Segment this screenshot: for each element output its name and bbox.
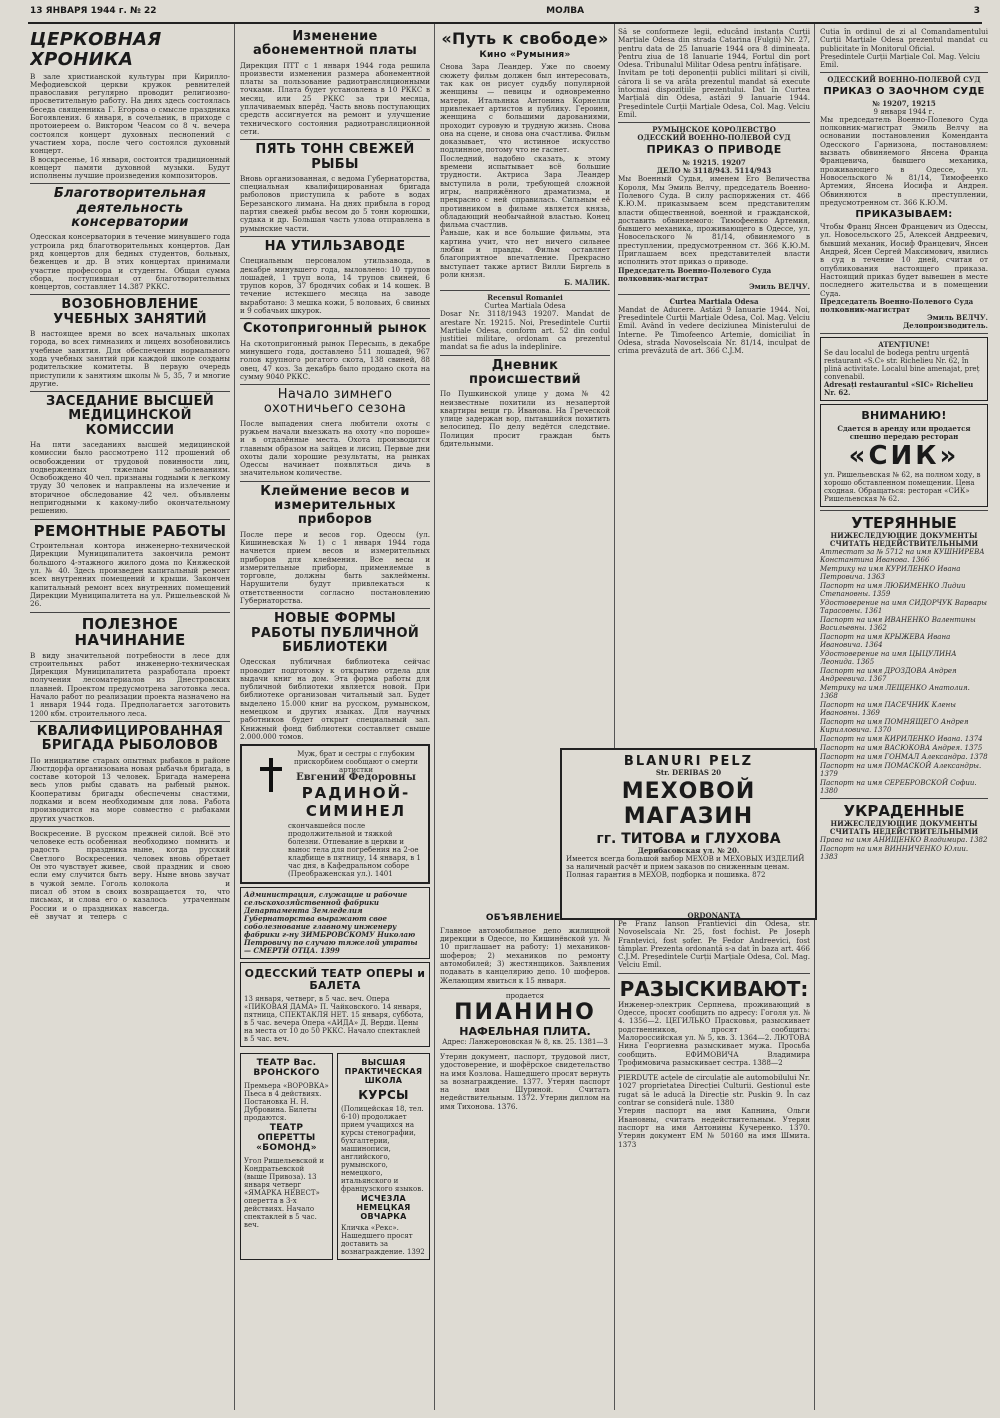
article-text: На скотопригонный рынок Пересыпь, в декабре минувшего года, доставлено 511 лошадей, 967 голов крупного рогатого скота, 138 свиней, 88 овец, 47 коз. За декабрь было продано скота на сумму 9040 РККС. — [240, 338, 430, 381]
order-signature: Председатель Военно-Полевого Суда полковник-магистрат — [618, 265, 772, 283]
article-text: После выпадения снега любители охоты с ружьем начали выезжать на охоту «по пороше» и в отдалённые места. Охота производится главным образом на зайцев и лисиц. Первые дни охоты дали хорошие результаты, на рынках Одессы начинает появляться дичь в значительном количестве. — [240, 418, 430, 478]
stolen-documents-title: УКРАДЕННЫЕ — [843, 801, 965, 820]
list-item: Паспорт на имя ПОМНЯЩЕГО Андрея Кирилловича. 1370 — [820, 717, 969, 734]
order-date: 9 января 1944 г. — [873, 107, 935, 116]
obituary-intro: Муж, брат и сестры с глубоким прискорбием сообщают о смерти артистки — [294, 750, 418, 775]
opera-title: ОДЕССКИЙ ТЕАТР ОПЕРЫ и БАЛЕТА — [244, 967, 426, 993]
list-item: Паспорт на имя ВАСЮКОВА Андрея. 1375 — [820, 743, 983, 752]
page-number: 3 — [973, 6, 980, 16]
attention-address: Adresați restaurantul «SIC» Richelieu Nr. 62. — [824, 379, 974, 397]
header-rule — [28, 22, 982, 24]
order-clerk: Делопроизводитель. — [903, 320, 988, 330]
operetta-title: ТЕАТР ОПЕРЕТТЫ «БОМОНД» — [256, 1123, 317, 1153]
wanted-text: Инженер-электрик Серпнева, проживающий в Одессе, просят сообщить по адресу: Гоголя ул. № 4. 1356—2. ЦЕГИЛЬКО Прасковья, разыскивает родственников, просят сообщить: Малороссийская ул. № 5, кв. 3. 1364—2. ЛЮТОВА Нина Георгиевна разыскивает мужа. Просьба сообщить. ЕФИМОВИЧА Владимира Трофимовича разыскивает сестра. 1388—2 — [618, 999, 810, 1067]
stolen-documents-list — [820, 836, 988, 861]
order-directive-title: ПРИКАЗЫВАЕМ: — [855, 209, 953, 221]
list-item: Паспорт на имя КРЫЖЕВА Ивана Ивановича. 1364 — [820, 632, 951, 649]
list-item: Паспорт на имя СЕРЕБРОВСКОЙ Софии. 1380 — [820, 778, 977, 795]
film-review-title: «Путь к свободе» — [441, 29, 609, 48]
restaurant-name: «СИК» — [848, 440, 960, 471]
sale-label: продается — [505, 991, 545, 1000]
legal-subtitle: Curtea Martiala Odesa — [484, 302, 566, 311]
stolen-documents-subtitle: НИЖЕСЛЕДУЮЩИЕ ДОКУМЕНТЫ СЧИТАТЬ НЕДЕЙСТВИТЕЛЬНЫМИ — [829, 818, 979, 836]
announcement-title: ОБЪЯВЛЕНИЕ. — [485, 913, 565, 923]
column-4-lower — [618, 912, 810, 1408]
article-text: Вновь организованная, с ведома Губернаторства, специальная квалифицированная бригада рыболовов приступила к работе в водах Березанского лимана. На днях прибыла в город партия свежей рыбы весом до 5 тонн корюшки, судака и др. Большая часть улова отправлена в румынские части. — [240, 173, 430, 233]
article-text: Одесская публичная библиотека сейчас проводит подготовку к открытию отдела для выдачи книг на дом. Эта форма работы для публичной библиотеки является новой. При библиотеке организован читальный зал. Будет выделено 15.000 книг на русском, румынском, немецком и других языках. Для научных работников будет открыт специальный зал. Книжный фонд библиотеки составляет свыше 2.000.000 томов. — [240, 657, 430, 741]
article-text: Специальным персоналом утильзавода, в декабре минувшего года, выловлено: 10 трупов лошадей, 1 труп вола, 14 трупов свиней, 6 трупов коров, 37 бродячих собак и 14 кошек. В течение истекшего месяца на заводе выработано: 3 мешка кожи, 5 воловьих, 6 свиных и 9 собачьих шкурок. — [240, 256, 430, 316]
article-title: ЗАСЕДАНИЕ ВЫСШЕЙ МЕДИЦИНСКОЙ КОМИССИИ — [45, 394, 215, 438]
order-text: Мы Военный Судья, именем Его Величества Короля, Мы Эмиль Велчу, председатель Военно-Полевого Суда. В силу распоряжения ст. 466 К.Ю.М. приказываем всем представителям власти общественной, военной и гражданской, доставить обвиняемого: Тимофеенко Артемия, бывшего механика, проживающего в Одессе, ул. Новосельского № 81/14, обвиняемого в преступлении, предусмотренном ст. 366 К.Ю.М. Приглашаем всех представителей власти исполнить этот приказ о приводе. — [618, 174, 810, 267]
issue-date: 13 ЯНВАРЯ 1944 г. № 22 — [30, 6, 157, 16]
theatre-text: Премьера «ВОРОВКА» Пьеса в 4 действиях. Постановка Н. Н. Дубровина. Билеты продаются. — [244, 1082, 329, 1123]
courses-subtitle: КУРСЫ — [358, 1087, 409, 1102]
ordinance-title: ORDONANȚĂ — [687, 912, 741, 920]
column-divider — [434, 24, 435, 1410]
courses-text: (Полицейская 18, тел. 6-10) продолжает прием учащихся на курсы стенографии, бухгалтерии, машинописи, английского, румынского, немецкого, итальянского и французского языков. — [341, 1104, 424, 1193]
article-title: Дневник происшествий — [469, 357, 581, 387]
article-text: После пере и весов гор. Одессы (ул. Кишиневская № 1) с 1 января 1944 года начнется прием весов и измерительных приборов для клеймения. Все весы и измерительные приборы, применяемые в торговле, должны быть заклеймены. Нарушители будут привлекаться к ответственности согласно постановлению Губернаторства. — [240, 529, 430, 606]
dog-title: ИСЧЕЗЛА НЕМЕЦКАЯ ОВЧАРКА — [356, 1193, 411, 1221]
fur-shop-title: МЕХОВОЙ МАГАЗИН — [621, 779, 756, 829]
sale-item-stove: НАФЕЛЬНАЯ ПЛИТА. — [459, 1024, 591, 1038]
order-signature-name: Эмиль ВЕЛЧУ. — [749, 281, 810, 291]
lost-documents-list — [820, 548, 988, 795]
dog-text: Кличка «Рекс». Нашедшего просят доставить за вознаграждение. 1392 — [341, 1224, 425, 1257]
list-item: Паспорт на имя ДРОЗДОВА Андрея Андреевича. 1367 — [820, 666, 957, 683]
column-1 — [30, 28, 230, 1408]
column-divider — [234, 24, 235, 1410]
article-text: В виду значительной потребности в лесе для строительных работ инженерно-техническая Дирекция Муниципалитета разработала проект получения лесоматериалов из Днестровских плавней. Проектом предусмотрена заготовка леса. Начало работ по реализации проекта назначено на 1 января 1944 года. Предполагается заготовить 1200 кбм. строительного леса. — [30, 650, 230, 718]
article-text: В воскресенье, 16 января, состоится традиционный концерт памяти духовной музыки. Будут исполнены лучшие произведения композиторов. — [30, 154, 230, 181]
court-header: ОДЕССКИЙ ВОЕННО-ПОЛЕВОЙ СУД — [827, 74, 981, 84]
fur-address: Дерибасовская ул. № 20. — [637, 846, 740, 855]
legal-text: Invitam pe toți deponenții publici militari și civili, cărora li se va arăta prezentul mandat să execute întocmai dispozițiile prezentului. Dat în Curtea Marțială din Odesa, astăzi 9 Ianuarie 1944. Președintele Curții Marțiale Odesa, Col. Mag. Velciu Emil. — [618, 68, 810, 119]
theatre-title: ТЕАТР Вас. ВРОНСКОГО — [253, 1058, 320, 1079]
article-title: КВАЛИФИЦИРОВАННАЯ БРИГАДА РЫБОЛОВОВ — [36, 723, 224, 754]
article-title: ПОЛЕЗНОЕ НАЧИНАНИЕ — [74, 614, 186, 650]
cross-icon — [260, 758, 282, 792]
list-item: Паспорт на имя ПАСЕЧНИК Клены Ивановны. 1369 — [820, 700, 956, 717]
fur-text: Имеется всегда большой выбор МЕХОВ и МЕХОВЫХ ИЗДЕЛИЙ за наличный расчёт и прием заказов по сниженным ценам. Полная гарантия в МЕХОВ, подборка и пошивка. 872 — [566, 855, 805, 879]
article-text: Воскресение. В русском человеке есть особенная радость праздника Светлого Воскресения. Он это чувствует живее, если ему случится быть в чужой земле. Гоголь писал об этом в своих письмах, и слова его о России и о праздниках её звучат и теперь с прежней силой. Всё это необходимо помнить и ныне, когда русский человек вновь обретает свой праздник и свою веру. Ныне вновь звучат колокола и возвращается то, что казалось утраченным навсегда. — [30, 828, 230, 921]
article-text: По инициативе старых опытных рыбаков в районе Люстдорфа организована новая рыбачья бригада, в составе которой 13 человек. Бригада намерена весь улов рыбы сдавать на рыбный рынок. Кооперативы бригады обеспечены снастями, лодками и всем необходимым для лова. Работа производится на море совместно с рыбаками других участков. — [30, 755, 230, 823]
article-title: Начало зимнего охотничьего сезона — [263, 387, 407, 417]
ordinance-text: Pe Franz Ianson Frantievici din Odesa, str. Novoselscaia Nr. 25, fost fochist. Pe Joseph Franțevici, fost șofer. Pe Fedor Andreevici, fost tâmplar. Prezenta ordonanță s-a dat în baza art. 466 C.J.M. Președintele Curții Marțiale Odesa, Col. Mag. Velciu Emil. — [618, 919, 810, 970]
article-text: Одесская консерватория в течение минувшего года устроила ряд благотворительных концертов. Дан ряд концертов для бедных студентов, больных, беженцев и др. В этих концертах принимали участие профессора и студенты. Общая сумма сбора, поступившая от благотворительных концертов, составляет 14.387 РККС. — [30, 232, 230, 292]
column-divider — [614, 24, 615, 1410]
article-title: ВОЗОБНОВЛЕНИЕ УЧЕБНЫХ ЗАНЯТИЙ — [53, 297, 207, 327]
order-title: ПРИКАЗ О ЗАОЧНОМ СУДЕ — [823, 85, 985, 97]
list-item: Паспорт на имя ЛЮБИМЕНКО Лидии Степановны. 1359 — [820, 581, 966, 598]
order-text: Мы председатель Военно-Полевого Суда полковник-магистрат Эмиль Велчу на основании постановления Коменданта Одесского Гарнизона, постановляем: вызвать обвиняемого Янсена Франца Францевича, бывшего механика, проживающего в Одессе, ул. Новосельского № 81/14, Тимофеенко Артемия, Янсена Иосифа и Андрея. Обвиняются в преступлении, предусмотренном ст. 366 К.Ю.М. — [820, 114, 988, 207]
lost-documents-text: Утерян документ, паспорт, трудовой лист, удостоверение, и шофёрское свидетельство на имя Козлова. Нашедшего просят вернуть за вознаграждение. 1377. Утерян паспорт на имя Шуриной. Считать недействительным. 1372. Утерян диплом на имя Тихонова. 1376. — [440, 1051, 610, 1111]
article-title: ПЯТЬ ТОНН СВЕЖЕЙ РЫБЫ — [255, 142, 415, 172]
article-title: Клеймение весов и измерительных приборов — [260, 483, 410, 528]
legal-signature: Președintele Curții Marțiale Col. Mag. Velciu Emil. — [820, 52, 980, 69]
sale-address: Адрес: Ланжероновская № 8, кв. 25. 1381—3 — [442, 1037, 608, 1046]
court-header: РУМЫНСКОЕ КОРОЛЕВСТВО — [652, 125, 776, 135]
order-title: ПРИКАЗ О ПРИВОДЕ — [646, 143, 782, 157]
order-signature: Председатель Военно-Полевого Суда полковник-магистрат — [820, 296, 974, 314]
list-item: Паспорт на имя ВИННИЧЕНКО Юлии. 1383 — [820, 844, 969, 861]
restaurant-ad-ro — [820, 337, 988, 401]
legal-text: Dosar Nr. 3118/1943 19207. Mandat de arestare Nr. 19215. Noi, Presedintele Curtii Martiale Odesa, conform art. 52 din codul justitiei militare, ordonam ca prezentul mandat sa fie adus la indeplinire. — [440, 309, 610, 352]
announcement-text: Главное автомобильное депо жилищной дирекции в Одессе, по Кишинёвской ул. № 10 приглашает на работу: 1) механиков-шоферов; 2) механиков по ремонту автомобилей; 3) жестянщиков. Заявления подавать в канцелярию депо. 10 шоферов. Желающим явиться к 15 января. — [440, 925, 610, 985]
restaurant-ad-title: ВНИМАНИЮ! — [861, 408, 947, 422]
legal-title: Curtea Martiala Odesa — [669, 296, 759, 306]
legal-text: Să se conformeze legii, educând instanța Curții Marțiale Odesa din strada Catarina (Fulgii) Nr. 27, pentru data de 25 Ianuarie 1944 ora 8 dimineața. Pentru ziua de 18 Ianuarie 1944, Fortul din port Odesa. Tribunalul Militar Odesa pentru înfățișare. — [618, 28, 810, 70]
article-title: НОВЫЕ ФОРМЫ РАБОТЫ ПУБЛИЧНОЙ БИБЛИОТЕКИ — [250, 611, 420, 655]
article-text: Дирекция ПТТ с 1 января 1944 года решила произвести изменения размера абонементной платы за пользование радиотрансляционными точками. Плата будет установлена в 10 РККС в месяц, или 25 РККС за три месяца, уплачиваемых вперёд. Часть вновь поступающих средств ассигнуется на ремонт и улучшение технического состояния радиотрансляционной сети. — [240, 60, 430, 136]
wanted-title: РАЗЫСКИВАЮТ: — [619, 976, 809, 1001]
sale-item-piano: ПИАНИНО — [454, 999, 596, 1025]
article-text: Строительная контора инженерно-технической Дирекции Муниципалитета закончила ремонт большого 4-этажного жилого дома по Княжеской ул. № 40. Здесь произведен капитальный ремонт всех внутренних помещений и крыши. Закончен капитальный ремонт всех внутренних помещений Дирекции Муниципалитета на ул. Ришельевской № 26. — [30, 541, 230, 609]
order-number: № 19215. 19207 — [682, 158, 746, 168]
condolence-text: Администрация, служащие и рабочие сельскохозяйственной фабрики Департамента Земледелия Губернаторства выражают свое соболезнование главному инженеру фабрики г-ну ЗИМБРОВСКОМУ Николаю Петровичу по случаю тяжелой утраты — СМЕРТИ ОТЦА. 1399 — [244, 890, 418, 956]
author-signature: Б. МАЛИК. — [564, 278, 610, 288]
article-text: В зале христианской культуры при Кирилло-Мефодиевской церкви кружок ревнителей православия регулярно проводит религиозно-просветительную работу. На днях здесь состоялась беседа священника Г. Егорова о смысле праздника Богоявления. 6 января, в сочельник, в приходе с протоиереем о. Виктором Чеасом со 8 ч. вечера состоялся концерт духовных песнопений с участием хора, после чего состоялся духовный концерт. — [30, 71, 230, 156]
obituary-surname: РАДИНОЙ-СИМИНЕЛ — [301, 784, 411, 821]
fur-address-ro: Str. DERIBAS 20 — [655, 768, 722, 777]
list-item: Метрику на имя КУРИЛЕНКО Ивана Петровича. 1363 — [820, 564, 961, 581]
legal-text: Mandat de Aducere. Astăzi 9 Ianuarie 1944. Noi, Președintele Curții Marțiale Odesa, Col. Mag. Velciu Emil. Având în vedere deciziunea Ministerului de Interne. Pe Timofeenco Artemie, domiciliat în Odesa, strada Novoselscaia Nr. 81/14, inculpat de crima prevăzută de art. 366 C.J.M. — [618, 304, 810, 356]
article-title: Благотворительная деятельность консерватории — [53, 186, 207, 231]
fur-brand: BLANURI PELZ — [623, 754, 754, 769]
lost-permit-text: PIERDUTE acțele de circulație ale automobilului Nr. 1027 proprietatea Direcției Culturii. Gestionul este rugat să le aducă la Direcție str. Puskin 9. În caz contrar se consideră nule. 1380 — [618, 1073, 810, 1108]
film-review-subtitle: Кино «Румыния» — [479, 49, 571, 60]
condolence-notice — [240, 887, 430, 959]
list-item: Паспорт на имя ПОМАСКОЙ Александры. 1379 — [820, 761, 982, 778]
list-item: Удостоверение на имя ЦЫЦУЛИНА Леонида. 1365 — [820, 649, 957, 666]
list-item: Паспорт на имя ГОНМАЛ Александра. 1378 — [820, 752, 988, 761]
attention-title: ATENȚIUNE! — [878, 339, 930, 349]
lost-documents-subtitle: НИЖЕСЛЕДУЮЩИЕ ДОКУМЕНТЫ СЧИТАТЬ НЕДЕЙСТВИТЕЛЬНЫМИ — [829, 530, 979, 548]
column-4 — [618, 28, 810, 740]
list-item: Паспорт на имя КИРИЛЕНКО Ивана. 1374 — [820, 734, 983, 743]
fur-shop-ad — [560, 748, 817, 920]
fur-owners: гг. ТИТОВА и ГЛУХОВА — [596, 831, 781, 847]
column-3-lower — [440, 912, 610, 1408]
obituary-notice — [240, 744, 430, 884]
list-item: Паспорт на имя ИВАНЕНКО Валентины Васильевны. 1362 — [820, 615, 976, 632]
attention-text: Se dau localul de bodega pentru urgentă restaurant «S.C» str. Richelieu Nr. 62, în plină activitate. Localul bine amenajat, preț convenabil. — [824, 348, 980, 381]
paper-name: МОЛВА — [546, 6, 585, 16]
courses-ad — [337, 1053, 430, 1260]
opera-ad — [240, 962, 430, 1047]
restaurant-ad-ru — [820, 404, 988, 507]
list-item: Метрику на имя ЛЕЩЕНКО Анатолия. 1368 — [820, 683, 970, 700]
column-divider — [814, 24, 815, 1410]
article-title: НА УТИЛЬЗАВОДЕ — [264, 238, 406, 254]
theatre-ad — [240, 1053, 333, 1260]
article-title: РЕМОНТНЫЕ РАБОТЫ — [33, 521, 227, 540]
article-text: По Пушкинской улице у дома № 42 неизвестные похитили из незапертой квартиры вещи гр. Иванова. На Греческой улице задержан вор, пытавшийся похитить велосипед. По делу ведётся следствие. Полиция просит граждан быть бдительными. — [440, 389, 610, 449]
order-text: Чтобы Франц Янсен Францевич из Одессы, ул. Новосельского 25, Алексей Андреевич, бывший механик, Иосиф Францевич, Янсен Андрей, Ясен Сергей Максимович, явились в суд в течение 10 дней, считая от опубликования настоящего приказа. Настоящий приказ будет вывешен в месте последнего жительства и в помещении Суда. — [820, 222, 988, 298]
list-item: Аттестат за № 5712 на имя КУШНИРЕВА Константина Иванова. 1366 — [820, 547, 985, 564]
court-header: ОДЕССКИЙ ВОЕННО-ПОЛЕВОЙ СУД — [637, 133, 791, 143]
case-number: ДЕЛО № 3118/943. 5114/943 — [656, 166, 772, 176]
church-chronicle-title: ЦЕРКОВНАЯ ХРОНИКА — [30, 29, 162, 70]
legal-title: Recensul Romaniei — [487, 293, 563, 303]
restaurant-ad-intro: Сдается в аренду или продается спешно передаю ресторан — [837, 423, 971, 441]
lost-documents-title: УТЕРЯННЫЕ — [851, 513, 957, 532]
column-5 — [820, 28, 988, 1408]
article-title: Скотопригонный рынок — [242, 321, 428, 337]
obituary-first-name: Евгении Федоровны — [296, 772, 416, 784]
courses-title: ВЫСШАЯ ПРАКТИЧЕСКАЯ ШКОЛА — [344, 1058, 423, 1085]
order-number: № 19207, 19215 — [872, 98, 936, 108]
restaurant-ad-text: ул. Ришельевская № 62, на полном ходу, в хорошо обставленном помещении. Цена сходная. Обращаться: ресторан «СИК» Ришельевская № 62. — [824, 470, 981, 503]
obituary-text: скончавшейся после продолжительной и тяжкой болезни. Отпевание в церкви и вынос тела для погребения на 2-ое кладбище в пятницу, 14 января, в 1 час дня, в Кафедральном соборе (Преображенская ул.). 1401 — [288, 822, 421, 879]
article-text: Раньше, как и все большие фильмы, эта картина учит, что нет ничего сильнее любви и правды. Фильм оставляет благоприятное впечатление. Прекрасно выступает также артист Вилли Биргель в роли князя. — [440, 228, 610, 279]
article-text: В настоящее время во всех начальных школах города, во всех гимназиях и лицеях возобновились учебные занятия. Для обеспечения нормального хода учебных занятий при каждой школе созданы родительские комитеты. В первую очередь приступили к занятиям школы № 5, 35, 7 и многие другие. — [30, 329, 230, 388]
list-item: Права на имя АНИЩЕНКО Владимира. 1382 — [820, 835, 988, 844]
list-item: Удостоверение на имя СИДОРЧУК Варвары Тарасовны. 1361 — [820, 598, 987, 615]
order-signature-name: Эмиль ВЕЛЧУ. — [927, 312, 988, 322]
article-text: Последний, надобно сказать, к этому времени испытывает всё большие трудности. Актриса Зара Леандер выступила в роли, требующей сложной игры, напряжённого драматизма, и прекрасно с ней справилась. Сильным её противником в фильме является князь, обладающий необычайной властью. Конец фильма счастлив. — [440, 153, 610, 230]
article-title: Изменение абонементной платы — [252, 29, 418, 59]
running-header — [30, 6, 980, 20]
column-2 — [240, 28, 430, 1408]
opera-text: 13 января, четверг, в 5 час. веч. Опера «ПИКОВАЯ ДАМА» П. Чайковского. 14 января, пятница, СПЕКТАКЛЯ НЕТ. 15 января, суббота, в 5 час. вечера Опера «АИДА» Д. Верди. Цены на места от 10 до 50 РККС. Начало спектаклей в 5 час. веч. — [244, 995, 424, 1044]
article-text: На пяти заседаниях высшей медицинской комиссии было рассмотрено 112 прошений об освобождении от трудовой повинности лиц, подверженных тяжелым заболеваниям. Освобождено 40 чел. признаны годными к легкому труду 30 человек и направлены на излечение и вторичное обследование 42 чел. объявлены непригодными к какому-либо окончательному решению. — [30, 439, 230, 516]
legal-text: Cutia în ordinul de zi al Comandamentului Curții Marțiale Odesa prezentul mandat cu publicitate în Monitorul Oficial. — [820, 28, 988, 53]
operetta-text: Угол Ришельевской и Кондратьевской (выше Привоза). 13 января четверг «ЯМАРКА НЕВЕСТ» оперетта в 3-х действиях. Начало спектаклей в 5 час. веч. — [244, 1156, 325, 1229]
lost-documents-text: Утерян паспорт на имя Капнина, Ольги Ивановны, считать недействительным. Утерян паспорт на имя Антонины Кучеренко. 1370. Утерян документ EM № 50160 на имя Шмита. 1373 — [618, 1106, 810, 1149]
article-text: Снова Зара Леандер. Уже по своему сюжету фильм должен был интересовать, так как он рисует судьбу популярной женщины — певицы и одновременно матери. Итальянка Антонина Корнелли привлекает артистов и публику. Героиня, женщина с большими дарованиями, проходит суровую и трудную жизнь. Снова она на сцене, и снова она счастлива. Фильм доказывает, что истинное искусство подлинное, потому что не гаснет. — [440, 62, 610, 155]
